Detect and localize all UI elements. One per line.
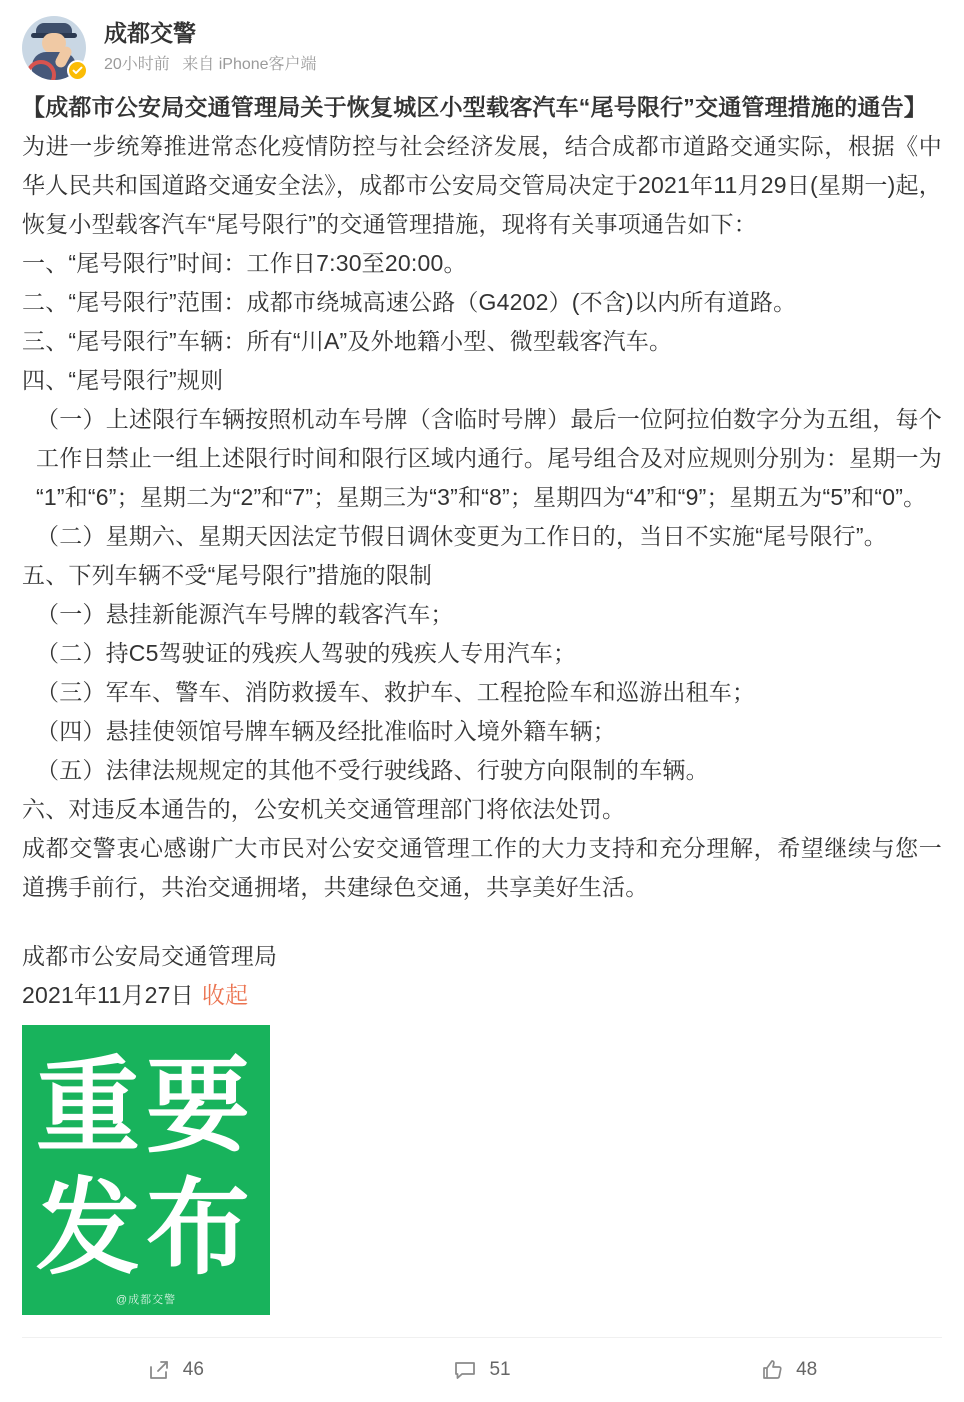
post-paragraph: 一、“尾号限行”时间：工作日7:30至20:00。: [22, 250, 467, 276]
post-paragraph: （一）悬挂新能源汽车号牌的载客汽车；: [36, 601, 454, 627]
post-paragraph: 四、“尾号限行”规则: [22, 367, 224, 393]
post-image-watermark: @成都交警: [115, 1294, 177, 1306]
post-paragraph: （五）法律法规规定的其他不受行驶线路、行驶方向限制的车辆。: [36, 757, 709, 783]
post-signature-line: [22, 976, 942, 1015]
post-signature-org: 成都市公安局交通管理局: [22, 943, 278, 969]
avatar[interactable]: [22, 16, 86, 80]
post-paragraph-title: 【成都市公安局交通管理局关于恢复城区小型载客汽车“尾号限行”交通管理措施的通告】: [22, 94, 927, 120]
post-paragraph: （四）悬挂使领馆号牌车辆及经批准临时入境外籍车辆；: [36, 718, 616, 744]
verified-badge-icon: [67, 60, 88, 81]
collapse-link[interactable]: 收起: [201, 982, 249, 1008]
post-paragraph: 成都交警衷心感谢广大市民对公安交通管理工作的大力支持和充分理解，希望继续与您一道携手前行，共治交通拥堵，共建绿色交通，共享美好生活。: [22, 835, 942, 900]
comment-count: 51: [489, 1359, 511, 1380]
post-paragraph: （三）军车、警车、消防救援车、救护车、工程抢险车和巡游出租车；: [36, 679, 756, 705]
post-paragraph: 六、对违反本通告的，公安机关交通管理部门将依法处罚。: [22, 796, 626, 822]
post-time[interactable]: 20小时前: [104, 56, 170, 73]
post-paragraph: 为进一步统筹推进常态化疫情防控与社会经济发展，结合成都市道路交通实际，根据《中华人民共和国道路交通安全法》，成都市公安局交管局决定于2021年11月29日(星期一)起，恢复小型载客汽车“尾号限行”的交通管理措施，现将有关事项通告如下：: [22, 133, 942, 237]
author-name[interactable]: 成都交警: [104, 20, 196, 46]
post-paragraph: 五、下列车辆不受“尾号限行”措施的限制: [22, 562, 433, 588]
share-icon: [147, 1358, 171, 1382]
post-meta: [104, 54, 317, 76]
post-image-wrap: [22, 1025, 942, 1315]
post-image-line2: 发布: [35, 1167, 256, 1289]
comment-button[interactable]: [329, 1338, 636, 1402]
post-paragraph: 二、“尾号限行”范围：成都市绕城高速公路（G4202）(不含)以内所有道路。: [22, 289, 797, 315]
post-source[interactable]: 来自 iPhone客户端: [182, 56, 317, 73]
share-button[interactable]: [22, 1338, 329, 1402]
like-button[interactable]: [635, 1338, 942, 1402]
post-paragraph: 三、“尾号限行”车辆：所有“川A”及外地籍小型、微型载客汽车。: [22, 328, 673, 354]
post-paragraph: （一）上述限行车辆按照机动车号牌（含临时号牌）最后一位阿拉伯数字分为五组，每个工作日禁止一组上述限行时间和限行区域内通行。尾号组合及对应规则分别为：星期一为“1”和“6”；星期二为“2”和“7”；星期三为“3”和“8”；星期四为“4”和“9”；星期五为“5”和“0”。: [36, 406, 942, 510]
share-count: 46: [182, 1359, 204, 1380]
comment-icon: [453, 1358, 477, 1382]
post-paragraph: （二）星期六、星期天因法定节假日调休变更为工作日的，当日不实施“尾号限行”。: [36, 523, 887, 549]
post-paragraph: （二）持C5驾驶证的残疾人驾驶的残疾人专用汽车；: [36, 640, 577, 666]
thumbs-up-icon: [760, 1358, 784, 1382]
post-actions: [22, 1337, 942, 1402]
post-header-text: [104, 14, 317, 76]
like-count: 48: [796, 1359, 818, 1380]
post-image[interactable]: [22, 1025, 270, 1315]
post-image-line1: 重要: [35, 1045, 256, 1167]
post-content: [22, 36, 942, 1015]
post-signature-date: 2021年11月27日: [22, 982, 194, 1008]
